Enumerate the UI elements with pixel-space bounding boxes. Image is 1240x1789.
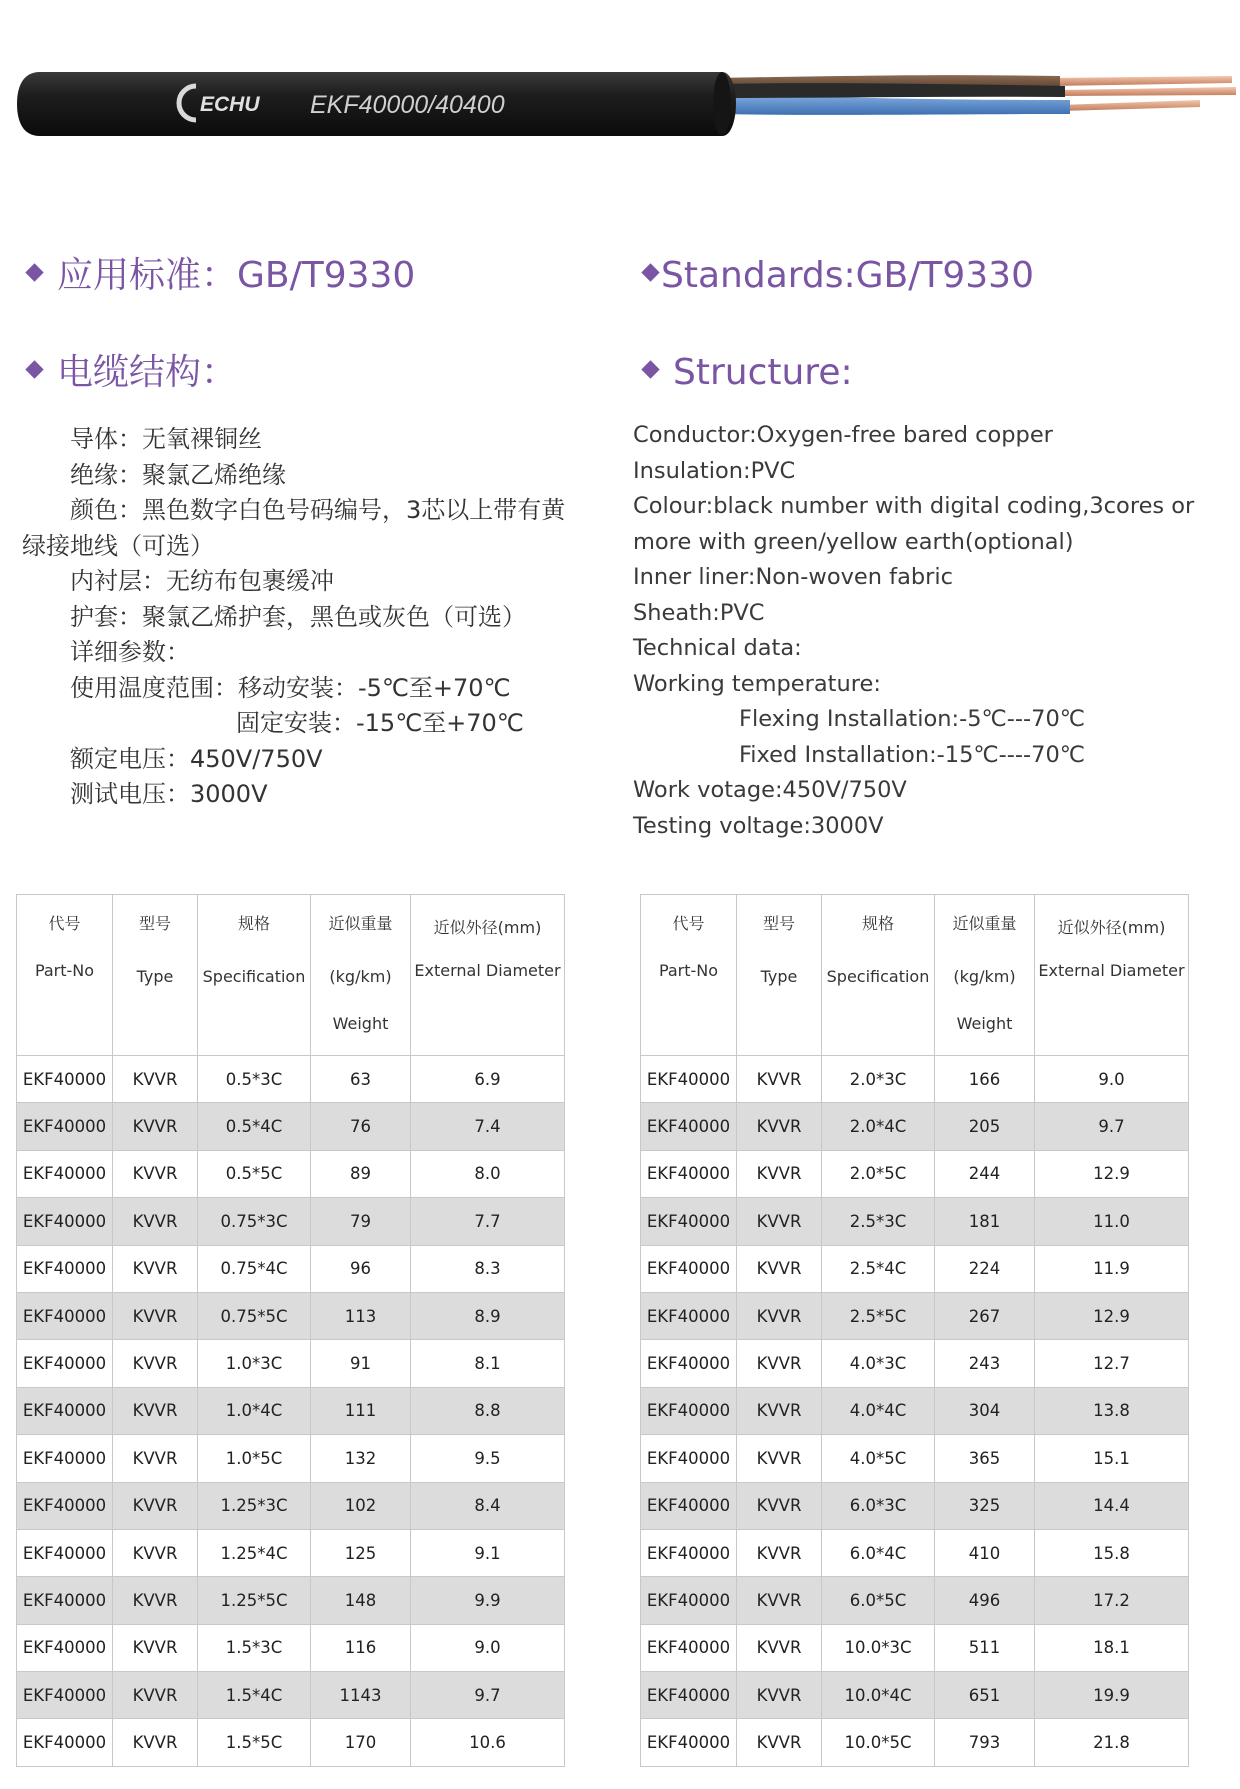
diamond-bullet-icon (25, 360, 43, 378)
table-row (641, 1292, 1189, 1339)
table-row (17, 1150, 565, 1197)
table-row (641, 1198, 1189, 1245)
cell-type: KVVR (737, 1150, 822, 1197)
structure-line-cn: 测试电压：3000V (70, 780, 268, 808)
table-row (17, 1198, 565, 1245)
cell-diameter: 8.3 (411, 1245, 565, 1292)
table-row (17, 1577, 565, 1624)
standard-heading-en: Standards:GB/T9330 (644, 258, 1034, 294)
cell-spec: 1.0*5C (198, 1435, 311, 1482)
cell-diameter: 17.2 (1035, 1577, 1189, 1624)
cell-spec: 4.0*5C (822, 1435, 935, 1482)
cell-diameter: 9.9 (411, 1577, 565, 1624)
cell-spec: 1.25*3C (198, 1482, 311, 1529)
cell-part-no: EKF40000 (17, 1435, 113, 1482)
cell-type: KVVR (737, 1672, 822, 1719)
cell-type: KVVR (737, 1292, 822, 1339)
cell-part-no: EKF40000 (641, 1672, 737, 1719)
table-row (17, 1387, 565, 1434)
spec-table-right (640, 894, 1189, 1767)
table-row (17, 1435, 565, 1482)
cell-part-no: EKF40000 (641, 1340, 737, 1387)
table-row (17, 1340, 565, 1387)
table-row (641, 1624, 1189, 1671)
cell-weight: 511 (935, 1624, 1035, 1671)
table-row (17, 1624, 565, 1671)
table-row (641, 1103, 1189, 1150)
cell-type: KVVR (737, 1577, 822, 1624)
header-type: 型号 Type (113, 895, 198, 1056)
cell-spec: 1.25*4C (198, 1529, 311, 1576)
cell-spec: 1.0*3C (198, 1340, 311, 1387)
cell-weight: 224 (935, 1245, 1035, 1292)
cell-diameter: 12.7 (1035, 1340, 1189, 1387)
cell-diameter: 9.5 (411, 1435, 565, 1482)
header-weight: 近似重量 (kg/km) Weight (311, 895, 411, 1056)
structure-line-en: Sheath:PVC (633, 599, 765, 626)
cell-spec: 2.0*4C (822, 1103, 935, 1150)
cell-diameter: 8.1 (411, 1340, 565, 1387)
cell-spec: 2.0*5C (822, 1150, 935, 1197)
cell-part-no: EKF40000 (641, 1387, 737, 1434)
cell-diameter: 8.4 (411, 1482, 565, 1529)
cell-diameter: 13.8 (1035, 1387, 1189, 1434)
cell-spec: 4.0*3C (822, 1340, 935, 1387)
cell-weight: 496 (935, 1577, 1035, 1624)
cell-spec: 0.5*3C (198, 1056, 311, 1103)
cell-spec: 6.0*3C (822, 1482, 935, 1529)
table-row (641, 1387, 1189, 1434)
structure-heading-en: Structure: (644, 355, 853, 391)
cell-part-no: EKF40000 (641, 1719, 737, 1766)
cell-weight: 651 (935, 1672, 1035, 1719)
cell-spec: 4.0*4C (822, 1387, 935, 1434)
cell-part-no: EKF40000 (641, 1435, 737, 1482)
spec-table-body-left (17, 1056, 565, 1767)
table-row (641, 1719, 1189, 1766)
cell-part-no: EKF40000 (17, 1482, 113, 1529)
table-row (641, 1529, 1189, 1576)
table-row (17, 1529, 565, 1576)
structure-line-cn: 颜色：黑色数字白色号码编号，3芯以上带有黄 (70, 496, 566, 524)
cell-weight: 102 (311, 1482, 411, 1529)
cell-spec: 1.25*5C (198, 1577, 311, 1624)
cell-part-no: EKF40000 (641, 1292, 737, 1339)
cell-diameter: 18.1 (1035, 1624, 1189, 1671)
cell-weight: 170 (311, 1719, 411, 1766)
cell-diameter: 15.1 (1035, 1435, 1189, 1482)
cell-part-no: EKF40000 (17, 1672, 113, 1719)
table-row (641, 1435, 1189, 1482)
cell-type: KVVR (737, 1198, 822, 1245)
cell-type: KVVR (113, 1292, 198, 1339)
cell-diameter: 15.8 (1035, 1529, 1189, 1576)
cell-diameter: 12.9 (1035, 1150, 1189, 1197)
cell-spec: 1.0*4C (198, 1387, 311, 1434)
cell-weight: 205 (935, 1103, 1035, 1150)
cell-part-no: EKF40000 (17, 1387, 113, 1434)
cell-type: KVVR (113, 1529, 198, 1576)
cell-weight: 243 (935, 1340, 1035, 1387)
table-row (641, 1482, 1189, 1529)
cell-diameter: 11.9 (1035, 1245, 1189, 1292)
cell-diameter: 6.9 (411, 1056, 565, 1103)
table-row (641, 1056, 1189, 1103)
table-row (641, 1245, 1189, 1292)
cell-type: KVVR (113, 1103, 198, 1150)
cell-weight: 365 (935, 1435, 1035, 1482)
structure-line-en: Fixed Installation:-15℃----70℃ (739, 741, 1086, 768)
table-row (17, 1292, 565, 1339)
cell-part-no: EKF40000 (641, 1150, 737, 1197)
cell-weight: 410 (935, 1529, 1035, 1576)
table-header-row (641, 895, 1189, 1056)
cell-type: KVVR (113, 1245, 198, 1292)
cell-type: KVVR (113, 1577, 198, 1624)
cell-part-no: EKF40000 (17, 1056, 113, 1103)
diamond-bullet-icon (641, 360, 659, 378)
table-row (17, 1672, 565, 1719)
cell-type: KVVR (113, 1624, 198, 1671)
cell-diameter: 9.7 (411, 1672, 565, 1719)
cell-diameter: 9.1 (411, 1529, 565, 1576)
cell-spec: 0.75*5C (198, 1292, 311, 1339)
cell-part-no: EKF40000 (17, 1577, 113, 1624)
cell-spec: 0.5*4C (198, 1103, 311, 1150)
cell-part-no: EKF40000 (641, 1482, 737, 1529)
cell-weight: 63 (311, 1056, 411, 1103)
header-part-no: 代号 Part-No (641, 895, 737, 1056)
cell-type: KVVR (737, 1340, 822, 1387)
cell-spec: 10.0*3C (822, 1624, 935, 1671)
cell-part-no: EKF40000 (17, 1340, 113, 1387)
structure-line-en: Insulation:PVC (633, 457, 796, 484)
cell-spec: 1.5*3C (198, 1624, 311, 1671)
cable-image (0, 50, 1240, 150)
structure-line-cn: 护套：聚氯乙烯护套，黑色或灰色（可选） (70, 602, 526, 631)
table-row (17, 1482, 565, 1529)
header-part-no: 代号 Part-No (17, 895, 113, 1056)
cell-diameter: 8.8 (411, 1387, 565, 1434)
cell-weight: 76 (311, 1103, 411, 1150)
cell-weight: 325 (935, 1482, 1035, 1529)
cell-spec: 10.0*4C (822, 1672, 935, 1719)
cell-spec: 6.0*4C (822, 1529, 935, 1576)
table-row (641, 1577, 1189, 1624)
table-row (641, 1672, 1189, 1719)
cell-weight: 1143 (311, 1672, 411, 1719)
cell-diameter: 14.4 (1035, 1482, 1189, 1529)
structure-line-en: Technical data: (633, 635, 802, 661)
cell-spec: 0.5*5C (198, 1150, 311, 1197)
cell-type: KVVR (113, 1340, 198, 1387)
cell-weight: 91 (311, 1340, 411, 1387)
table-row (17, 1245, 565, 1292)
cell-weight: 125 (311, 1529, 411, 1576)
cell-type: KVVR (737, 1103, 822, 1150)
cell-type: KVVR (737, 1719, 822, 1766)
cell-type: KVVR (113, 1719, 198, 1766)
cell-type: KVVR (113, 1056, 198, 1103)
cell-diameter: 7.7 (411, 1198, 565, 1245)
cell-type: KVVR (113, 1672, 198, 1719)
cell-part-no: EKF40000 (641, 1056, 737, 1103)
cell-diameter: 9.7 (1035, 1103, 1189, 1150)
cell-spec: 10.0*5C (822, 1719, 935, 1766)
cell-part-no: EKF40000 (641, 1577, 737, 1624)
cell-diameter: 21.8 (1035, 1719, 1189, 1766)
structure-line-cn: 固定安装：-15℃至+70℃ (236, 709, 524, 737)
structure-line-en: Inner liner:Non-woven fabric (633, 564, 954, 590)
cell-type: KVVR (113, 1435, 198, 1482)
cell-diameter: 8.9 (411, 1292, 565, 1339)
header-weight: 近似重量 (kg/km) Weight (935, 895, 1035, 1056)
standard-heading-cn: 应用标准：GB/T9330 (28, 258, 415, 294)
cell-weight: 244 (935, 1150, 1035, 1197)
cell-part-no: EKF40000 (17, 1150, 113, 1197)
header-type: 型号 Type (737, 895, 822, 1056)
structure-line-cn: 内衬层：无纺布包裹缓冲 (70, 567, 334, 595)
cell-weight: 113 (311, 1292, 411, 1339)
structure-list-en (633, 418, 1193, 844)
cell-weight: 116 (311, 1624, 411, 1671)
table-row (641, 1150, 1189, 1197)
cell-part-no: EKF40000 (17, 1103, 113, 1150)
structure-line-en: Conductor:Oxygen-free bared copper (633, 422, 1053, 448)
cell-part-no: EKF40000 (17, 1245, 113, 1292)
cell-spec: 2.5*3C (822, 1198, 935, 1245)
cell-type: KVVR (737, 1435, 822, 1482)
cell-part-no: EKF40000 (641, 1198, 737, 1245)
cell-spec: 2.5*5C (822, 1292, 935, 1339)
structure-line-en: Testing voltage:3000V (633, 812, 884, 839)
cable-brand-text: ECHU (200, 93, 260, 116)
structure-line-cn: 使用温度范围：移动安装：-5℃至+70℃ (70, 673, 511, 702)
cell-part-no: EKF40000 (641, 1624, 737, 1671)
cable-illustration (0, 50, 1240, 150)
cell-part-no: EKF40000 (17, 1292, 113, 1339)
cell-diameter: 12.9 (1035, 1292, 1189, 1339)
table-header-row (17, 895, 565, 1056)
cell-part-no: EKF40000 (17, 1624, 113, 1671)
cell-diameter: 8.0 (411, 1150, 565, 1197)
header-spec: 规格 Specification (822, 895, 935, 1056)
cell-type: KVVR (737, 1245, 822, 1292)
header-diameter: 近似外径(mm) External Diameter (1035, 895, 1189, 1056)
cell-part-no: EKF40000 (17, 1719, 113, 1766)
diamond-bullet-icon (641, 263, 659, 281)
header-spec: 规格 Specification (198, 895, 311, 1056)
cell-weight: 132 (311, 1435, 411, 1482)
cell-type: KVVR (737, 1624, 822, 1671)
cell-diameter: 9.0 (411, 1624, 565, 1671)
cell-type: KVVR (737, 1482, 822, 1529)
cell-weight: 166 (935, 1056, 1035, 1103)
cell-part-no: EKF40000 (17, 1198, 113, 1245)
structure-line-en: Colour:black number with digital coding,3cores or (633, 493, 1195, 519)
header-diameter: 近似外径(mm) External Diameter (411, 895, 565, 1056)
cell-part-no: EKF40000 (641, 1529, 737, 1576)
cell-weight: 148 (311, 1577, 411, 1624)
cell-weight: 96 (311, 1245, 411, 1292)
table-row (641, 1340, 1189, 1387)
cell-spec: 6.0*5C (822, 1577, 935, 1624)
structure-list-cn (22, 422, 582, 813)
cell-diameter: 9.0 (1035, 1056, 1189, 1103)
cable-model-text: EKF40000/40400 (310, 91, 505, 119)
table-row (17, 1056, 565, 1103)
cell-type: KVVR (737, 1387, 822, 1434)
structure-line-cn: 绿接地线（可选） (22, 531, 214, 560)
cell-part-no: EKF40000 (641, 1245, 737, 1292)
cell-weight: 181 (935, 1198, 1035, 1245)
structure-line-en: more with green/yellow earth(optional) (633, 528, 1074, 555)
structure-line-cn: 额定电压：450V/750V (70, 744, 323, 773)
structure-line-cn: 绝缘：聚氯乙烯绝缘 (70, 460, 286, 489)
cell-type: KVVR (113, 1150, 198, 1197)
cell-diameter: 19.9 (1035, 1672, 1189, 1719)
diamond-bullet-icon (25, 263, 43, 281)
cell-spec: 0.75*3C (198, 1198, 311, 1245)
cell-diameter: 11.0 (1035, 1198, 1189, 1245)
spec-table-body-right (641, 1056, 1189, 1767)
cell-spec: 0.75*4C (198, 1245, 311, 1292)
cell-type: KVVR (737, 1056, 822, 1103)
cell-weight: 304 (935, 1387, 1035, 1434)
cell-weight: 79 (311, 1198, 411, 1245)
structure-heading-cn: 电缆结构： (28, 355, 237, 391)
structure-line-cn: 导体：无氧裸铜丝 (70, 425, 262, 453)
cell-diameter: 7.4 (411, 1103, 565, 1150)
cell-part-no: EKF40000 (641, 1103, 737, 1150)
cell-diameter: 10.6 (411, 1719, 565, 1766)
cell-weight: 111 (311, 1387, 411, 1434)
cell-spec: 1.5*4C (198, 1672, 311, 1719)
table-row (17, 1719, 565, 1766)
cell-type: KVVR (737, 1529, 822, 1576)
cell-weight: 267 (935, 1292, 1035, 1339)
structure-line-cn: 详细参数： (70, 638, 190, 666)
cell-spec: 2.5*4C (822, 1245, 935, 1292)
structure-line-en: Work votage:450V/750V (633, 777, 907, 803)
cell-weight: 89 (311, 1150, 411, 1197)
cell-type: KVVR (113, 1198, 198, 1245)
spec-table-left (16, 894, 565, 1767)
cell-spec: 2.0*3C (822, 1056, 935, 1103)
cell-type: KVVR (113, 1387, 198, 1434)
cell-spec: 1.5*5C (198, 1719, 311, 1766)
cell-weight: 793 (935, 1719, 1035, 1766)
table-row (17, 1103, 565, 1150)
cell-part-no: EKF40000 (17, 1529, 113, 1576)
structure-line-en: Working temperature: (633, 670, 881, 697)
cell-type: KVVR (113, 1482, 198, 1529)
structure-line-en: Flexing Installation:-5℃---70℃ (739, 706, 1086, 732)
